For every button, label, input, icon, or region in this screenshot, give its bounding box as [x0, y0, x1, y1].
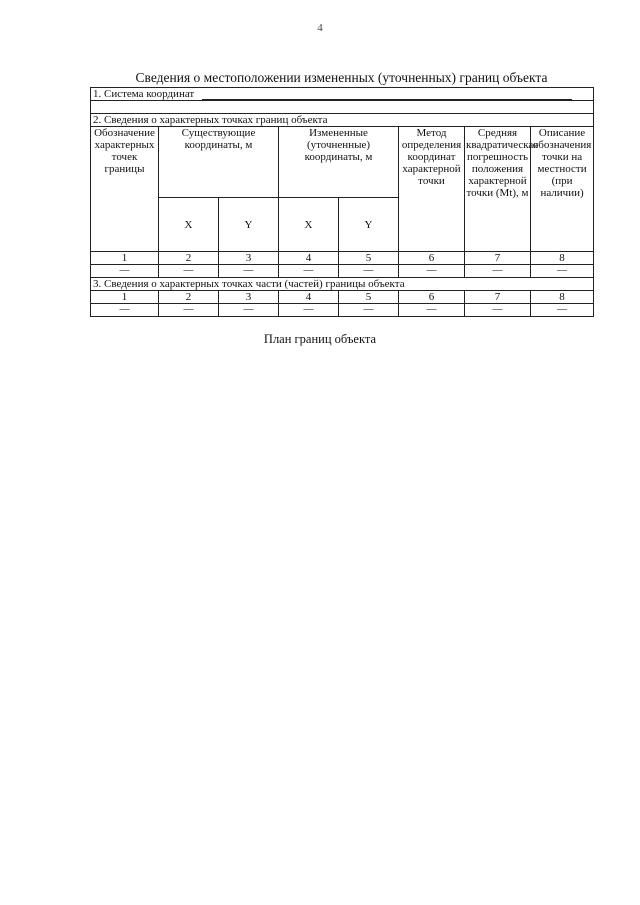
col-number: 1 [91, 291, 159, 304]
empty-cell: — [91, 304, 159, 317]
col-error: Средняя квадратическая погрешность положения характерной точки (Mt), м [465, 127, 531, 252]
col-number: 8 [531, 252, 594, 265]
empty-cell: — [465, 265, 531, 278]
section3-data-row [91, 304, 594, 317]
col-number: 2 [159, 252, 219, 265]
coordinate-system-label: 1. Система координат [93, 88, 195, 100]
empty-cell: — [159, 304, 219, 317]
col-changed-x: X [279, 198, 339, 252]
document-title: Сведения о местоположении измененных (уточненных) границ объекта [135, 70, 548, 85]
col-existing-x: X [159, 198, 219, 252]
col-number: 7 [465, 252, 531, 265]
empty-cell: — [279, 265, 339, 278]
plan-title: План границ объекта [263, 332, 377, 346]
section3-number-row [91, 291, 594, 304]
coordinate-system-value [202, 89, 572, 100]
col-description: Описание обозначения точки на местности (при наличии) [531, 127, 594, 252]
col-number: 3 [219, 252, 279, 265]
blank-row [91, 101, 594, 114]
col-number: 3 [219, 291, 279, 304]
empty-cell: — [279, 304, 339, 317]
boundary-table [90, 87, 594, 317]
empty-cell: — [219, 304, 279, 317]
col-point-designation: Обозначение характерных точек границы [91, 127, 159, 252]
col-number: 4 [279, 291, 339, 304]
page-number: 4 [317, 22, 323, 34]
col-number: 8 [531, 291, 594, 304]
col-number: 2 [159, 291, 219, 304]
section2-number-row [91, 252, 594, 265]
col-changed-y: Y [339, 198, 399, 252]
empty-cell: — [159, 265, 219, 278]
section2-data-row [91, 265, 594, 278]
empty-cell: — [339, 265, 399, 278]
col-number: 5 [339, 252, 399, 265]
col-existing-y: Y [219, 198, 279, 252]
empty-cell: — [465, 304, 531, 317]
empty-cell: — [91, 265, 159, 278]
section2-header: 2. Сведения о характерных точках границ объекта [91, 114, 594, 127]
col-number: 6 [399, 252, 465, 265]
empty-cell: — [531, 265, 594, 278]
col-existing-coordinates: Существующие координаты, м [159, 127, 279, 198]
empty-cell: — [399, 304, 465, 317]
empty-cell: — [399, 265, 465, 278]
empty-cell: — [339, 304, 399, 317]
empty-cell: — [219, 265, 279, 278]
col-method: Метод определения координат характерной точки [399, 127, 465, 252]
col-number: 6 [399, 291, 465, 304]
section3-header: 3. Сведения о характерных точках части (частей) границы объекта [91, 278, 594, 291]
col-number: 4 [279, 252, 339, 265]
coordinate-system-row [91, 88, 594, 101]
col-number: 1 [91, 252, 159, 265]
empty-cell: — [531, 304, 594, 317]
col-changed-coordinates: Измененные (уточненные) координаты, м [279, 127, 399, 198]
col-number: 5 [339, 291, 399, 304]
col-number: 7 [465, 291, 531, 304]
